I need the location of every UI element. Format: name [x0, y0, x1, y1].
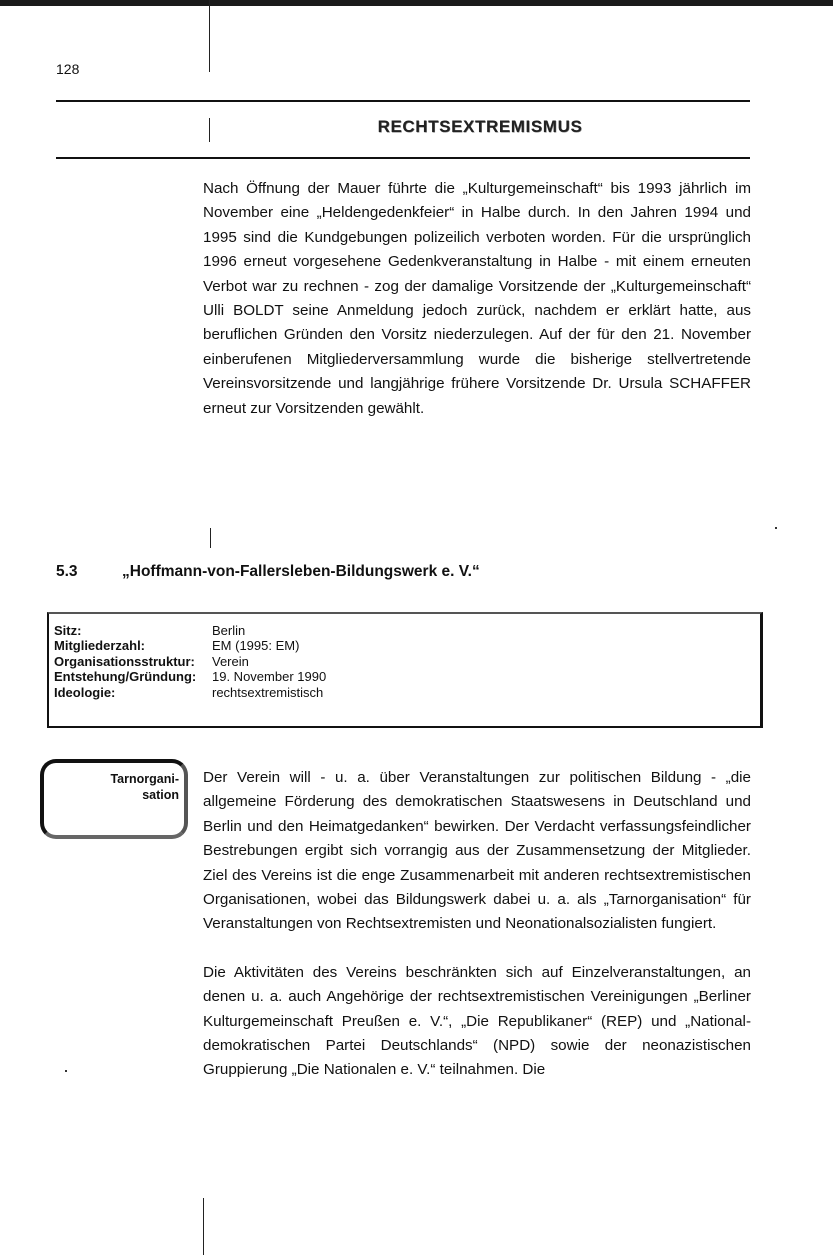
fact-key: Organisationsstruktur: [54, 653, 195, 669]
body-section-top [203, 177, 751, 421]
scan-speck [775, 527, 777, 529]
margin-note-line: Tarnorgani- [110, 772, 179, 786]
fact-key: Sitz: [54, 623, 82, 638]
section-number: 5.3 [56, 563, 78, 580]
paragraph: Nach Öffnung der Mauer führte die „Kulturgemeinschaft“ bis 1993 jährlich im November eine „Heldengedenkfeier“ in Halbe durch. In den Jahren 1994 und 1995 sind die Kundgebungen polizeilich verboten worden. Für die ursprünglich 1996 erneut vorgesehene Gedenkveranstaltung in Halbe - mit einem erneuten Verbot war zu rechnen - zog der damalige Vorsitzende der „Kulturgemeinschaft“ Ulli BOLDT seine Anmeldung jedoch zurück, nachdem er erklärt hatte, aus beruflichen Gründen den Vorsitz niederzulegen. Auf der für den 21. November einberufenen Mitgliederversammlung wurde die bisherige stellvertretende Vereinsvorsitzende und langjährige frühere Vorsitzende Dr. Ursula SCHAFFER erneut zur Vorsitzenden gewählt. [203, 180, 751, 417]
fact-value: 19. November 1990 [212, 669, 327, 685]
fact-row [54, 654, 760, 669]
fact-key: Entstehung/Gründung: [54, 669, 197, 685]
scan-artifact-line [203, 1198, 204, 1255]
section-heading [56, 563, 480, 581]
scan-artifact-line [209, 118, 210, 142]
fact-row [54, 638, 760, 653]
paragraph: Der Verein will - u. a. über Veranstaltungen zur politischen Bildung - „die allgemeine Förderung des demokratischen Staatswesens in Deutschland und Berlin und den Heimatgedanken“ bewirken. Der Verdacht verfassungsfeindlicher Bestrebungen ergibt sich vorrangig aus der Zusammensetzung der Mitglieder. Ziel des Vereins ist die enge Zusammenarbeit mit anderen rechtsextremistischen Organisationen, wobei das Bildungswerk dabei u. a. als „Tarnorganisation“ für Veranstaltungen von Rechtsextremisten und Neonationalsozialisten fungiert. [203, 769, 751, 933]
paragraph: Die Aktivitäten des Vereins beschränkten sich auf Einzelveranstaltungen, an denen u. a. auch Angehörige der rechtsextremistischen Vereinigungen „Berliner Kulturgemeinschaft Preußen e. V.“, „Die Republikaner“ (REP) und „Nationaldemokratischen Partei Deutschlands“ (NPD) sowie der neonazistischen Gruppierung „Die Nationalen e. V.“ teilnahmen. Die [203, 963, 751, 1079]
fact-value: rechtsextremistisch [212, 684, 324, 700]
margin-note-line: sation [142, 788, 179, 802]
section-title: „Hoffmann-von-Fallersleben-Bildungswerk e. V.“ [122, 563, 480, 580]
fact-key: Mitgliederzahl: [54, 638, 146, 654]
body-section-bottom [203, 766, 751, 1083]
running-head: RECHTSEXTREMISMUS [377, 117, 583, 136]
fact-value: EM (1995: EM) [212, 638, 300, 654]
fact-key: Ideologie: [54, 684, 116, 700]
fact-row [54, 623, 760, 638]
scan-artifact-line [209, 0, 210, 72]
fact-row [54, 685, 760, 700]
page-number: 128 [56, 61, 80, 77]
scan-top-border [0, 0, 833, 6]
fact-row [54, 669, 760, 684]
fact-value: Verein [212, 653, 249, 669]
fact-value: Berlin [212, 623, 246, 638]
scan-speck [65, 1070, 67, 1072]
header-rule-bottom [56, 157, 750, 159]
header-rule-top [56, 100, 750, 102]
fact-box [47, 612, 763, 728]
margin-note [40, 759, 188, 839]
scan-artifact-line [210, 528, 211, 548]
